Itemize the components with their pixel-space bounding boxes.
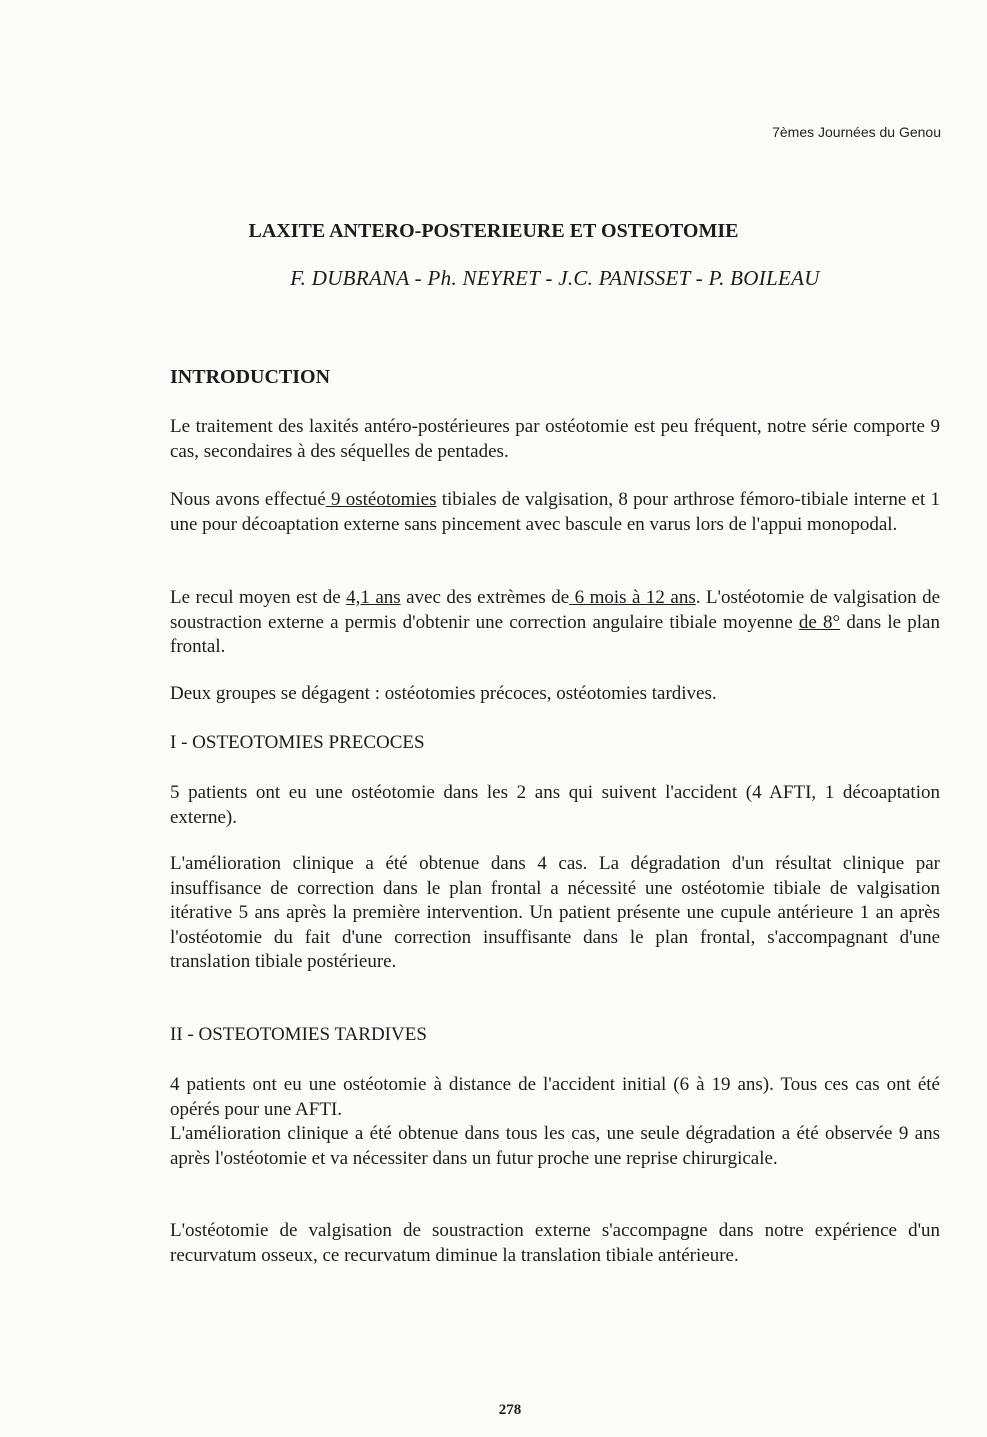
introduction-heading: INTRODUCTION <box>170 366 331 388</box>
tardives-paragraph-3 <box>170 1219 940 1268</box>
intro-paragraph-1 <box>170 415 940 464</box>
tardives-paragraph-2-text: L'amélioration clinique a été obtenue dans tous les cas, une seule dégradation a été observée 9 ans après l'ostéotomie et va nécessiter dans un futur proche une reprise chirurgicale. <box>170 1123 940 1169</box>
tardives-heading: II - OSTEOTOMIES TARDIVES <box>170 1024 427 1045</box>
intro-p3-underlined-3: de 8° <box>798 611 841 633</box>
precoces-paragraph-2-text: L'amélioration clinique a été obtenue dans 4 cas. La dégradation d'un résultat clinique par insuffisance de correction dans le plan frontal a nécessité une ostéotomie tibiale de valgisation itérative 5 ans après la première intervention. Un patient présente une cupule antérieure 1 an après l'ostéotomie du fait d'une correction insuffisante dans le plan frontal, s'accompagnant d'une translation tibiale postérieure. <box>170 853 940 972</box>
precoces-paragraph-1-text: 5 patients ont eu une ostéotomie dans les 2 ans qui suivent l'accident (4 AFTI, 1 décoaptation externe). <box>170 782 940 828</box>
intro-p3-underlined-2: 6 mois à 12 ans <box>569 587 696 608</box>
intro-p3-part-c: . L'ostéotomie de valgisation de soustraction externe a permis d'obtenir une correction angulaire tibiale moyenne <box>170 587 941 633</box>
intro-paragraph-4-text: Deux groupes se dégagent : ostéotomies précoces, ostéotomies tardives. <box>170 683 717 704</box>
intro-p3-underlined-1: 4,1 ans <box>346 587 401 608</box>
page-number: 278 <box>498 1402 522 1418</box>
intro-p3-part-a: Le recul moyen est de <box>170 587 347 608</box>
tardives-paragraph-1-text: 4 patients ont eu une ostéotomie à distance de l'accident initial (6 à 19 ans). Tous ces cas ont été opérés pour une AFTI. <box>170 1074 940 1120</box>
precoces-paragraph-1 <box>170 781 940 830</box>
precoces-heading: I - OSTEOTOMIES PRECOCES <box>170 732 425 753</box>
intro-p3-part-b: avec des extrèmes de <box>400 587 570 608</box>
intro-paragraph-3 <box>170 586 940 660</box>
precoces-paragraph-2 <box>170 852 940 975</box>
article-authors: F. DUBRANA - Ph. NEYRET - J.C. PANISSET - P. BOILEAU <box>290 266 820 290</box>
tardives-paragraph-3-text: L'ostéotomie de valgisation de soustraction externe s'accompagne dans notre expérience d'un recurvatum osseux, ce recurvatum diminue la translation tibiale antérieure. <box>170 1220 940 1266</box>
intro-paragraph-4 <box>170 682 940 707</box>
intro-p2-part-b: tibiales de valgisation, 8 pour arthrose fémoro-tibiale interne et 1 une pour décoaptation externe sans pincement avec bascule en varus lors de l'appui monopodal. <box>170 489 940 535</box>
intro-paragraph-1-text: Le traitement des laxités antéro-postérieures par ostéotomie est peu fréquent, notre série comporte 9 cas, secondaires à des séquelles de pentades. <box>170 416 940 462</box>
article-title: LAXITE ANTERO-POSTERIEURE ET OSTEOTOMIE <box>248 220 739 242</box>
tardives-paragraph-1 <box>170 1073 940 1122</box>
intro-paragraph-2 <box>170 488 940 537</box>
tardives-paragraph-2 <box>170 1122 940 1171</box>
intro-p3-part-d: dans le plan frontal. <box>170 611 940 657</box>
intro-p2-part-a: Nous avons effectué <box>170 489 326 510</box>
running-header: 7èmes Journées du Genou <box>772 124 941 140</box>
intro-p2-underlined: 9 ostéotomies <box>325 489 437 510</box>
